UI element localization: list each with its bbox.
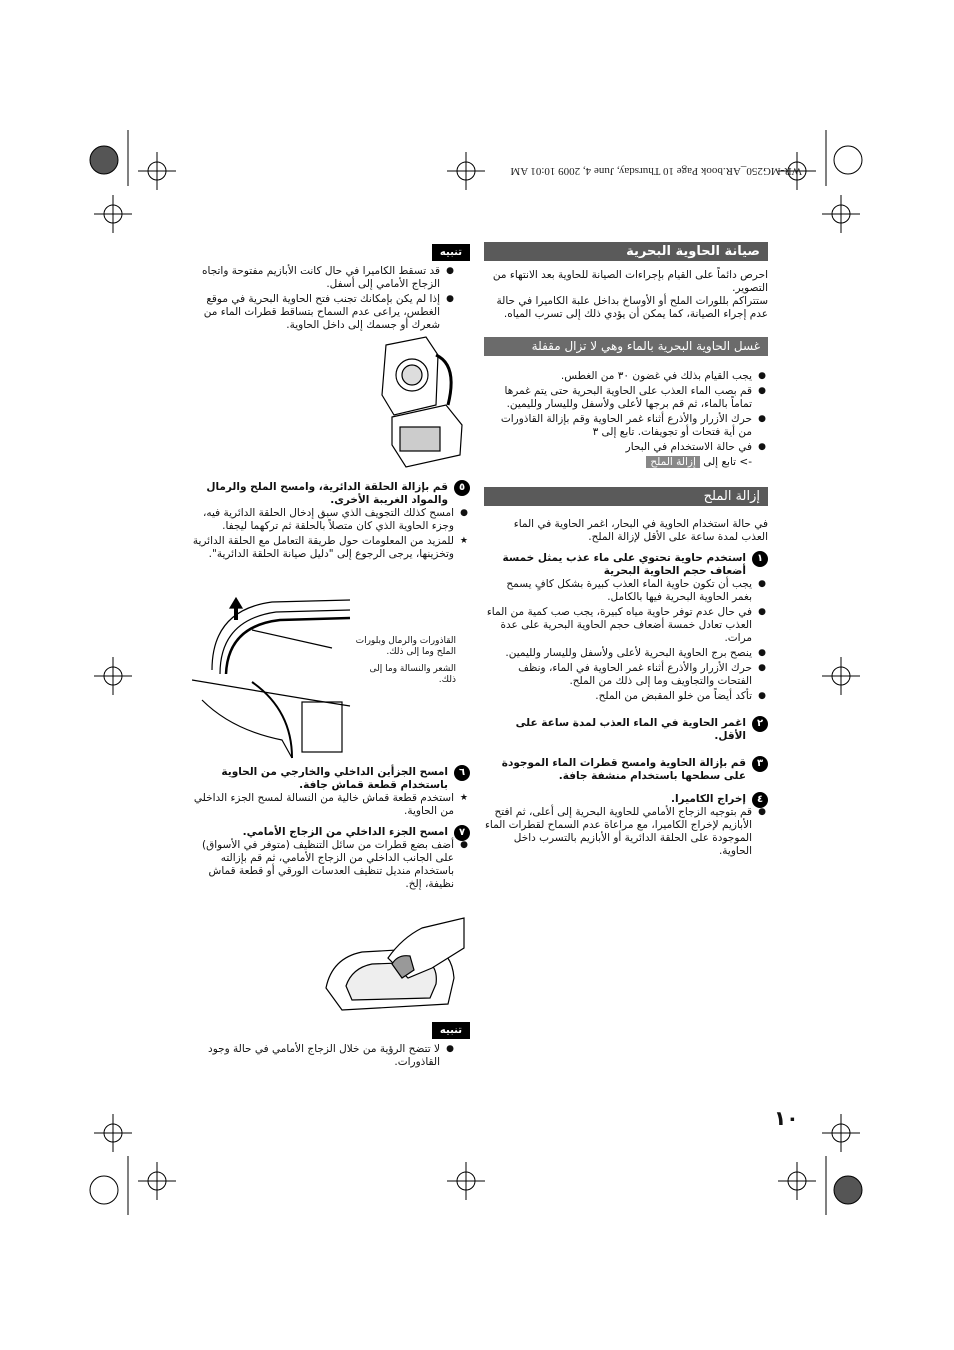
step-5 xyxy=(186,481,470,507)
step-5-list xyxy=(186,507,470,561)
intro-text xyxy=(484,269,768,321)
section-title-maintenance: صيانة الحاوية البحرية xyxy=(484,242,768,261)
right-column xyxy=(484,242,768,860)
step-1-list xyxy=(484,578,768,703)
list-item: ● حرك الأزرار والأذرع أثناء غمر الحاوية في الماء، ونظف الفتحات والتجاويف وما إلى ذلك من الملح. xyxy=(484,662,768,688)
list-item: ● امسح كذلك التجويف الذي سبق إدخال الحلقة الدائرية فيه، وجزء الحاوية الذي كان متصلاً بالحلقة ثم تركهما ليجفا. xyxy=(186,507,470,533)
intro-paragraph: احرص دائماً على القيام بإجراءات الصيانة للحاوية بعد الانتهاء من التصوير. xyxy=(492,269,768,294)
step-7-list xyxy=(186,839,470,891)
caution-list xyxy=(186,1043,456,1069)
steps-6-7-block xyxy=(186,766,470,893)
follow-tag: إزالة الملح xyxy=(646,456,700,468)
caution-label: تنبيه xyxy=(432,1022,470,1039)
list-item: ● حرك الأزرار والأذرع أثناء غمر الحاوية وقم بإزالة القاذورات من أية فتحات أو تجويفات. تابع إلى ٣ xyxy=(484,413,768,439)
list-item: ● في حال عدم توفر حاوية مياه كبيرة، يجب صب كمية من الماء العذب تعادل خمسة أضعاف حجم الحاوية البحرية على عدة مرات. xyxy=(484,606,768,645)
figure-label-hair: الشعر والنسالة وما إلى ذلك. xyxy=(369,664,456,685)
step-title: امسح الجزأين الداخلي والخارجي من الحاوية باستخدام قطعة قماش جافة. xyxy=(221,766,448,791)
list-item: ● تأكد أيضاً من خلو المقبض من الملح. xyxy=(484,690,768,703)
step-4 xyxy=(484,793,768,806)
list-item: ● أضف بضع قطرات من سائل التنظيف (متوفر في الأسواق) على الجانب الداخلي من الزجاج الأمامي، ثم قم بإزالته باستخدام منديل تنظيف العدسات الورقي أو قطعة قماش نظيفة، إلخ. xyxy=(186,839,470,891)
step-2 xyxy=(484,717,768,743)
wash-list xyxy=(484,370,768,454)
list-item: ● يجب القيام بذلك في غضون ٣٠ من الغطس. xyxy=(484,370,768,383)
step-title: اغمر الحاوية في الماء العذب لمدة ساعة على الأقل. xyxy=(515,717,746,742)
step-number: ١ xyxy=(752,551,768,567)
housing-open-illustration xyxy=(376,335,476,475)
step-title: امسح الجزء الداخلي من الزجاج الأمامي. xyxy=(242,826,448,838)
star-note: ★ للمزيد من المعلومات حول طريقة التعامل مع الحلقة الدائرية وتخزينها، يرجى الرجوع إلى "دليل صيانة الحلقة الدائرية". xyxy=(186,535,470,561)
step-number: ٧ xyxy=(454,825,470,841)
left-column xyxy=(186,244,470,334)
step-title: إخراج الكاميرا. xyxy=(670,793,746,805)
step-number: ٥ xyxy=(454,480,470,496)
list-item: ● ينصح برج الحاوية البحرية لأعلى ولأسفل ولليسار ولليمين. xyxy=(484,647,768,660)
list-item: ● إذا لم يكن بإمكانك تجنب فتح الحاوية البحرية في موقع الغطس، يراعى عدم السماح بتساقط قطرات الماء من شعرك أو جسمك إلى داخل الحاوية. xyxy=(186,293,456,332)
list-item: ● قم بصب الماء العذب على الحاوية البحرية حتى يتم غمرها تماماً بالماء، ثم قم برجها لأعلى ولأسفل ولليسار ولليمين. xyxy=(484,385,768,411)
step-3 xyxy=(484,757,768,783)
caution-list xyxy=(186,265,456,332)
step-1 xyxy=(484,552,768,578)
star-note: ★ استخدم قطعة قماش خالية من النسالة لمسح الجزء الداخلي من الحاوية. xyxy=(186,792,470,818)
page-number: ١٠ xyxy=(774,1106,799,1130)
step-title: قم بإزالة الحلقة الدائرية، وامسح الملح والرمال والمواد الغريبة الأخرى. xyxy=(206,481,448,506)
step-title: قم بإزالة الحاوية وامسح قطرات الماء الموجودة على سطحها باستخدام منشفة جافة. xyxy=(501,757,746,782)
salt-title: إزالة الملح xyxy=(484,487,768,506)
figure-label-dirt: القاذورات والرمال وبلورات الملح وما إلى ذلك. xyxy=(355,636,456,657)
wash-title: غسل الحاوية البحرية بالماء وهي لا تزال مقفلة xyxy=(484,337,768,356)
caution-2-block xyxy=(186,1022,470,1071)
step-6-list xyxy=(186,792,470,818)
list-item: ● لا تتضح الرؤية من خلال الزجاج الأمامي في حالة وجود القاذورات. xyxy=(186,1043,456,1069)
list-item: ● في حالة الاستخدام في البحار xyxy=(484,441,768,454)
step-title: استخدم حاوية تحتوي على ماء عذب يمثل خمسة أضعاف حجم الحاوية البحرية xyxy=(502,552,746,577)
step-number: ٤ xyxy=(752,792,768,808)
salt-intro: في حالة استخدام الحاوية في البحار، اغمر الحاوية في الماء العذب لمدة ساعة على الأقل لإزالة الملح. xyxy=(513,518,768,543)
list-item: ● يجب أن تكون حاوية الماء العذب كبيرة بشكل كافٍ يسمح بغمر الحاوية البحرية فيها بالكامل. xyxy=(484,578,768,604)
list-item: ● قد تسقط الكاميرا في حال كانت الأبازيم مفتوحة واتجاه الزجاج الأمامي إلى أسفل. xyxy=(186,265,456,291)
wash-follow xyxy=(484,456,768,469)
o-ring-illustration xyxy=(192,590,352,760)
caution-label: تنبيه xyxy=(432,244,470,261)
glass-cleaning-illustration xyxy=(322,908,468,1016)
step-number: ٢ xyxy=(752,716,768,732)
step-number: ٦ xyxy=(454,765,470,781)
follow-prefix: -> تابع إلى xyxy=(703,456,752,468)
step-4-list xyxy=(484,806,768,858)
file-header: WR-MG250_AR.book Page 10 Thursday, June 4, 2009 10:01 AM xyxy=(510,165,802,177)
intro-paragraph: ستتراكم بللورات الملح أو الأوساخ بداخل علبة الكاميرا في حالة عدم إجراء الصيانة، كما يمكن أن يؤدي ذلك إلى تسرب المياه. xyxy=(496,295,768,320)
step-5-block xyxy=(186,481,470,563)
list-item: ● قم بتوجيه الزجاج الأمامي للحاوية البحرية إلى أعلى، ثم افتح الأبازيم لإخراج الكاميرا، مع مراعاة عدم السماح لقطرات الماء الموجودة على الحلقة الدائرية أو الأبازيم بالتسرب داخل الحاوية. xyxy=(484,806,768,858)
step-7 xyxy=(186,826,470,839)
step-number: ٣ xyxy=(752,756,768,772)
step-6 xyxy=(186,766,470,792)
